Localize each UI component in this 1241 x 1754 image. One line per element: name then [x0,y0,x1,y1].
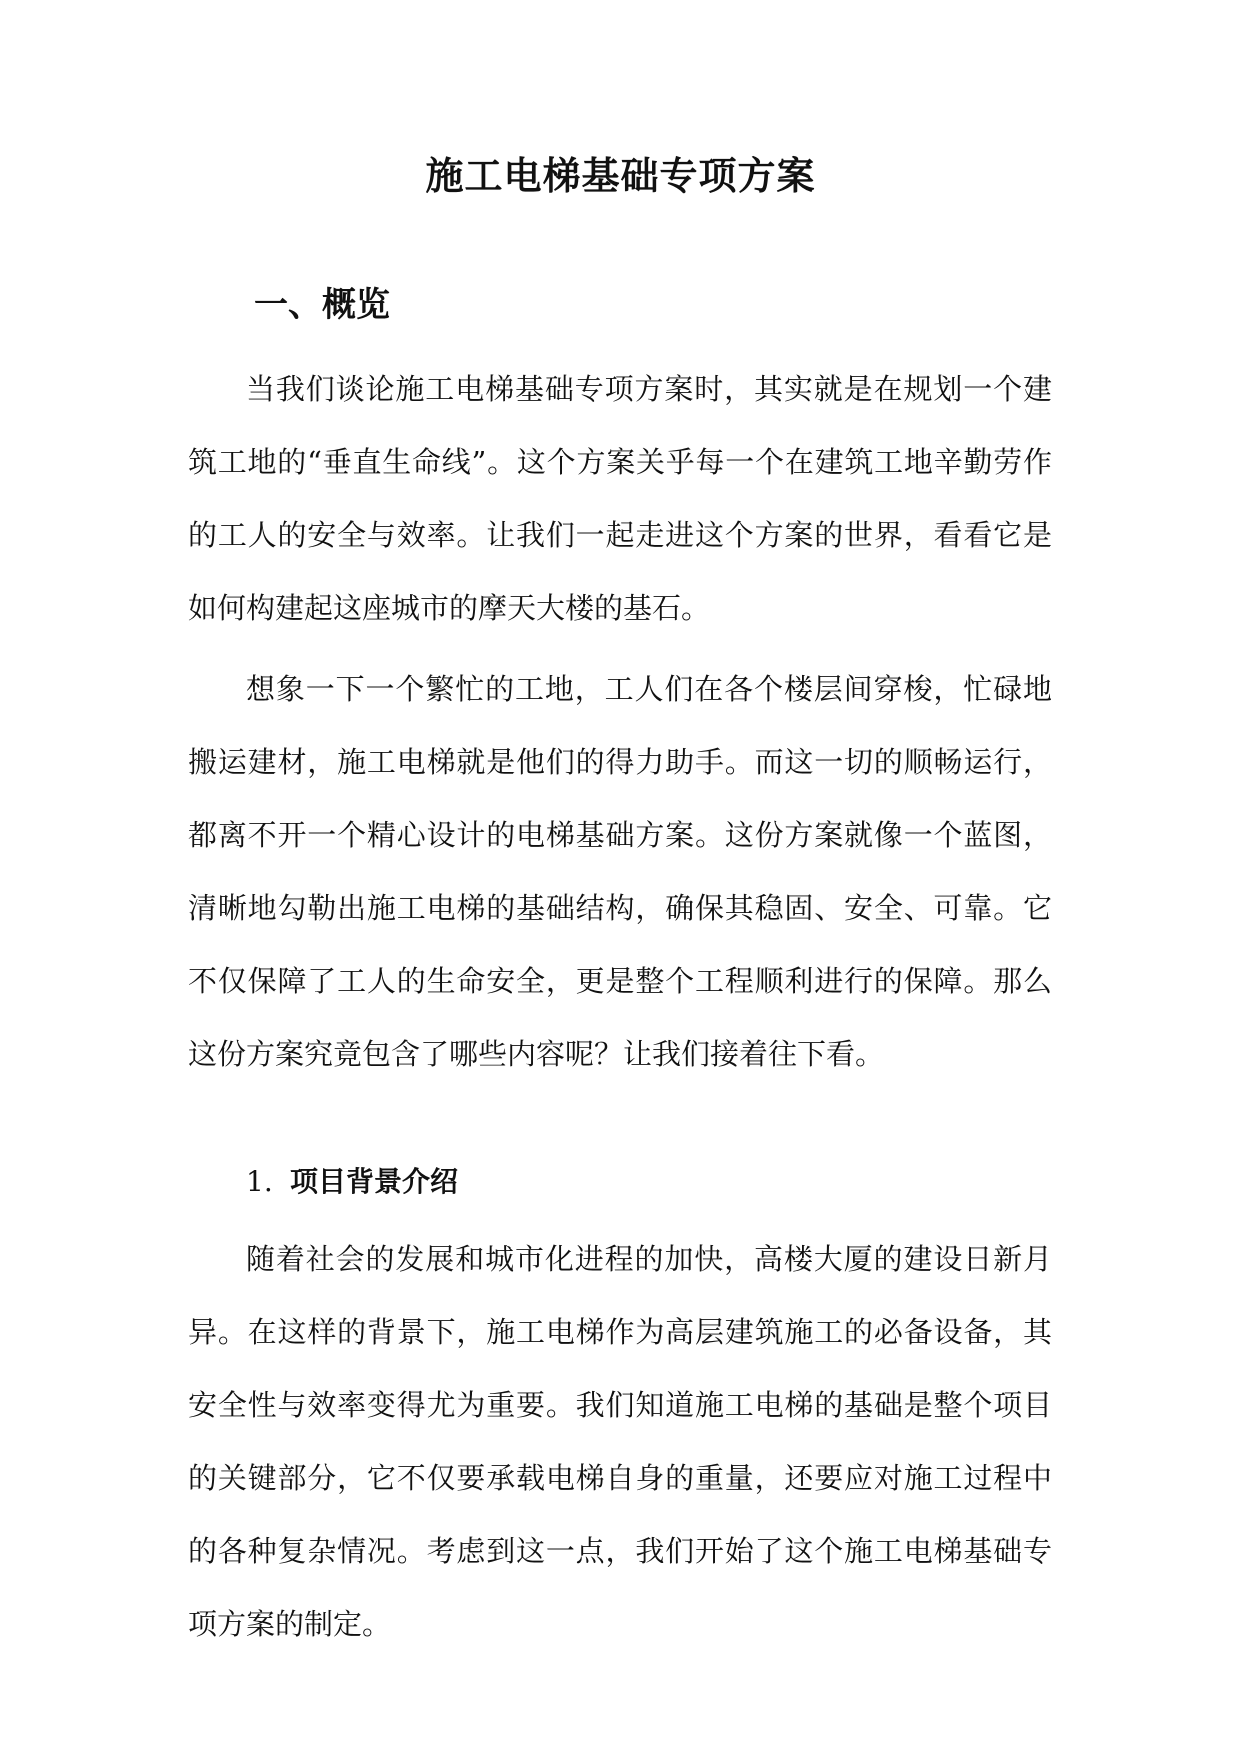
document-title: 施工电梯基础专项方案 [425,153,816,198]
subsection-title: 项目背景介绍 [290,1165,459,1198]
overview-paragraph-1: 当我们谈论施工电梯基础专项方案时，其实就是在规划一个建筑工地的“垂直生命线”。这个方案关乎每一个在建筑工地辛勤劳作的工人的安全与效率。让我们一起走进这个方案的世界，看看它是如何构建起这座城市的摩天大楼的基石。 [188,372,1052,625]
background-paragraph-1: 随着社会的发展和城市化进程的加快，高楼大厦的建设日新月异。在这样的背景下，施工电梯作为高层建筑施工的必备设备，其安全性与效率变得尤为重要。我们知道施工电梯的基础是整个项目的关键部分，它不仅要承载电梯自身的重量，还要应对施工过程中的各种复杂情况。考虑到这一点，我们开始了这个施工电梯基础专项方案的制定。 [188,1242,1052,1641]
section-heading-overview: 一、概览 [254,285,390,325]
subsection-heading-background [246,1160,458,1204]
overview-paragraph-2: 想象一下一个繁忙的工地，工人们在各个楼层间穿梭，忙碌地搬运建材，施工电梯就是他们的得力助手。而这一切的顺畅运行，都离不开一个精心设计的电梯基础方案。这份方案就像一个蓝图，清晰地勾勒出施工电梯的基础结构，确保其稳固、安全、可靠。它不仅保障了工人的生命安全，更是整个工程顺利进行的保障。那么这份方案究竟包含了哪些内容呢？让我们接着往下看。 [188,672,1052,1071]
subsection-number: 1. [246,1165,273,1198]
